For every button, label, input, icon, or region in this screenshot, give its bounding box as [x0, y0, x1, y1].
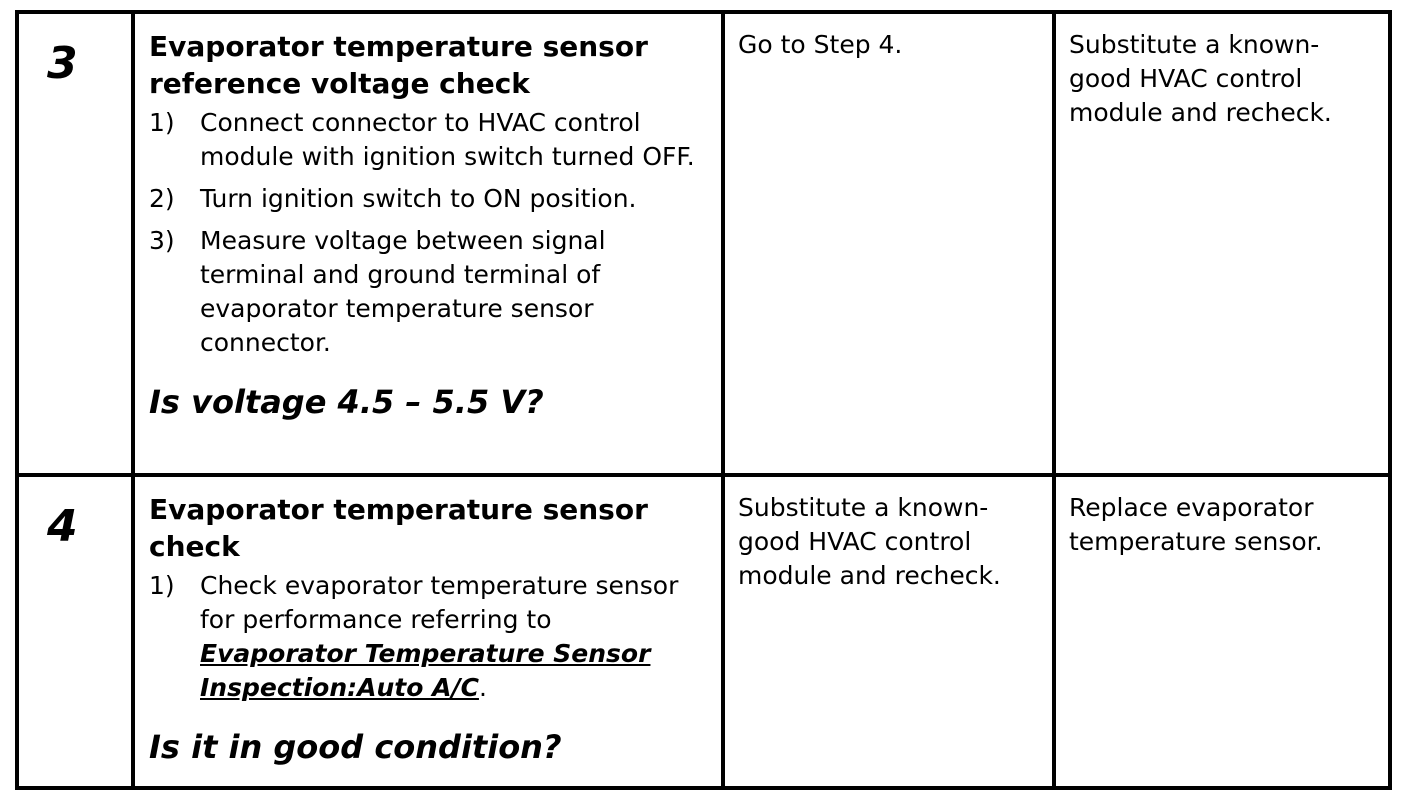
procedure-question: Is it in good condition?	[149, 728, 562, 766]
procedure-step-text	[200, 569, 707, 705]
yes-result-cell: Substitute a known-good HVAC control module and recheck.	[723, 475, 1054, 788]
procedure-step	[149, 182, 707, 216]
procedure-step-text-before: Check evaporator temperature sensor for performance referring to	[200, 571, 679, 634]
procedure-step-text-after: .	[478, 673, 487, 702]
procedure-title: Evaporator temperature sensor reference voltage check	[149, 30, 648, 100]
procedure-title: Evaporator temperature sensor check	[149, 493, 648, 563]
inspection-reference-link[interactable]: Evaporator Temperature Sensor Inspection:Auto A/C	[200, 639, 651, 702]
procedure-step-number: 3)	[149, 226, 175, 255]
procedure-step-list	[149, 569, 707, 705]
procedure-question: Is voltage 4.5 – 5.5 V?	[149, 383, 544, 421]
procedure-step-list	[149, 106, 707, 360]
procedure-step-text: Measure voltage between signal terminal and ground terminal of evaporator temperature sensor connector.	[200, 226, 606, 357]
procedure-step-number: 1)	[149, 571, 175, 600]
table-row-step-3	[17, 12, 1390, 475]
procedure-step	[149, 569, 707, 705]
procedure-step-number: 1)	[149, 108, 175, 137]
no-result-cell: Replace evaporator temperature sensor.	[1054, 475, 1390, 788]
step-number: 4	[17, 475, 133, 788]
no-result-cell: Substitute a known-good HVAC control module and recheck.	[1054, 12, 1390, 475]
yes-result-cell: Go to Step 4.	[723, 12, 1054, 475]
procedure-step-number: 2)	[149, 184, 175, 213]
procedure-cell	[133, 475, 723, 788]
procedure-cell	[133, 12, 723, 475]
procedure-step-text: Connect connector to HVAC control module with ignition switch turned OFF.	[200, 108, 695, 171]
troubleshooting-table	[15, 10, 1392, 790]
procedure-step-text: Turn ignition switch to ON position.	[200, 184, 637, 213]
procedure-step	[149, 224, 707, 360]
step-number: 3	[17, 12, 133, 475]
table-row-step-4	[17, 475, 1390, 788]
procedure-step	[149, 106, 707, 174]
